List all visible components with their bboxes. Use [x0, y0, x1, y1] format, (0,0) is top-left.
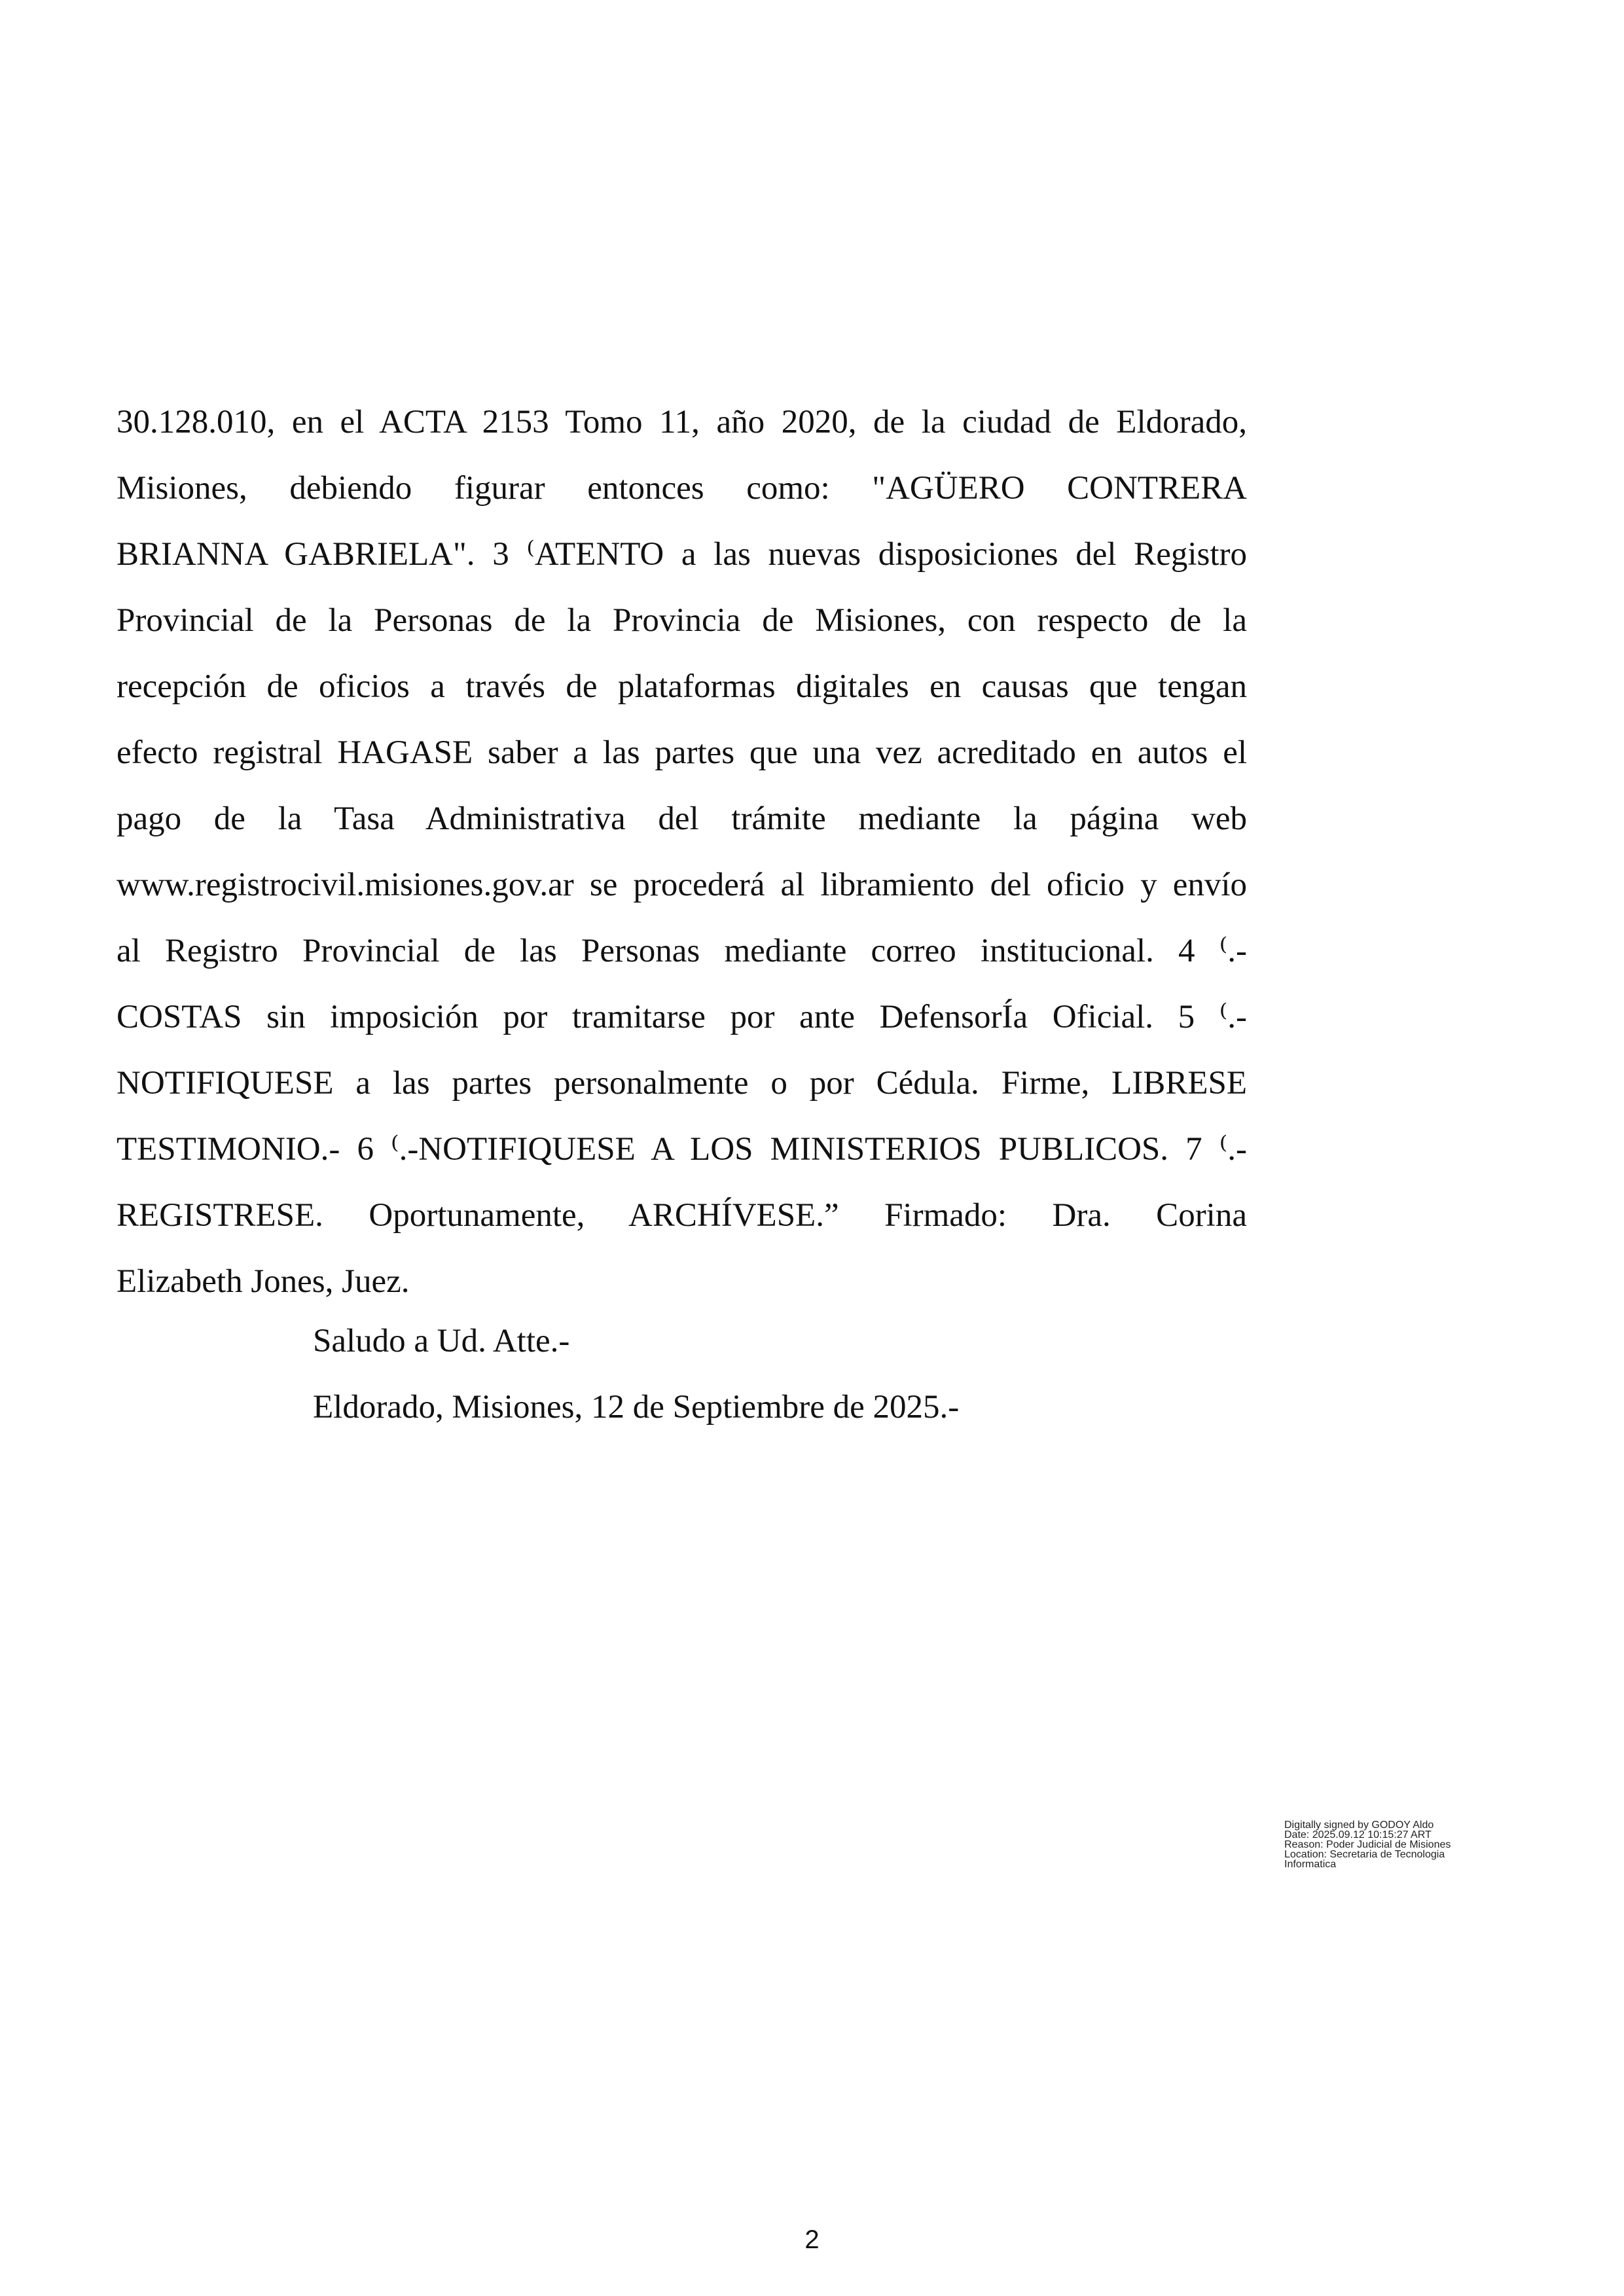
text-line: 30.128.010, en el ACTA 2153 Tomo 11, año 2020, de la ciudad de Eldorado, [117, 404, 1247, 440]
text-line: REGISTRESE. Oportunamente, ARCHÍVESE.” Firmado: Dra. Corina [117, 1197, 1247, 1234]
text-line: Elizabeth Jones, Juez. [117, 1263, 410, 1300]
text-line: COSTAS sin imposición por tramitarse por ante DefensorÍa Oficial. 5 ⁽.- [117, 999, 1247, 1035]
signature-date: Date: 2025.09.12 10:15:27 ART [1284, 1829, 1432, 1840]
text-line: al Registro Provincial de las Personas mediante correo institucional. 4 ⁽.- [117, 933, 1247, 969]
signature-location-cont: Informatica [1284, 1859, 1337, 1870]
text-line: efecto registral HAGASE saber a las partes que una vez acreditado en autos el [117, 734, 1247, 771]
text-line: www.registrocivil.misiones.gov.ar se procederá al libramiento del oficio y envío [117, 867, 1247, 903]
signature-reason: Reason: Poder Judicial de Misiones [1284, 1839, 1451, 1850]
text-line: Provincial de la Personas de la Provincia de Misiones, con respecto de la [117, 602, 1247, 639]
greeting: Saludo a Ud. Atte.- [313, 1323, 570, 1359]
text-line: recepción de oficios a través de plataformas digitales en causas que tengan [117, 668, 1247, 705]
text-line: Misiones, debiendo figurar entonces como: "AGÜERO CONTRERA [117, 470, 1247, 507]
text-line: BRIANNA GABRIELA". 3 ⁽ATENTO a las nuevas disposiciones del Registro [117, 536, 1247, 573]
signature-location: Location: Secretaria de Tecnologia [1284, 1849, 1445, 1860]
digital-signature [1284, 1820, 1546, 1869]
body-text [117, 389, 1247, 1315]
text-line: TESTIMONIO.- 6 ⁽.-NOTIFIQUESE A LOS MINISTERIOS PUBLICOS. 7 ⁽.- [117, 1131, 1247, 1168]
text-line: pago de la Tasa Administrativa del trámite mediante la página web [117, 800, 1247, 837]
text-line: NOTIFIQUESE a las partes personalmente o por Cédula. Firme, LIBRESE [117, 1065, 1247, 1102]
signature-signed-by: Digitally signed by GODOY Aldo [1284, 1820, 1434, 1831]
place-date: Eldorado, Misiones, 12 de Septiembre de 2025.- [313, 1389, 960, 1426]
page-number: 2 [804, 2225, 820, 2254]
